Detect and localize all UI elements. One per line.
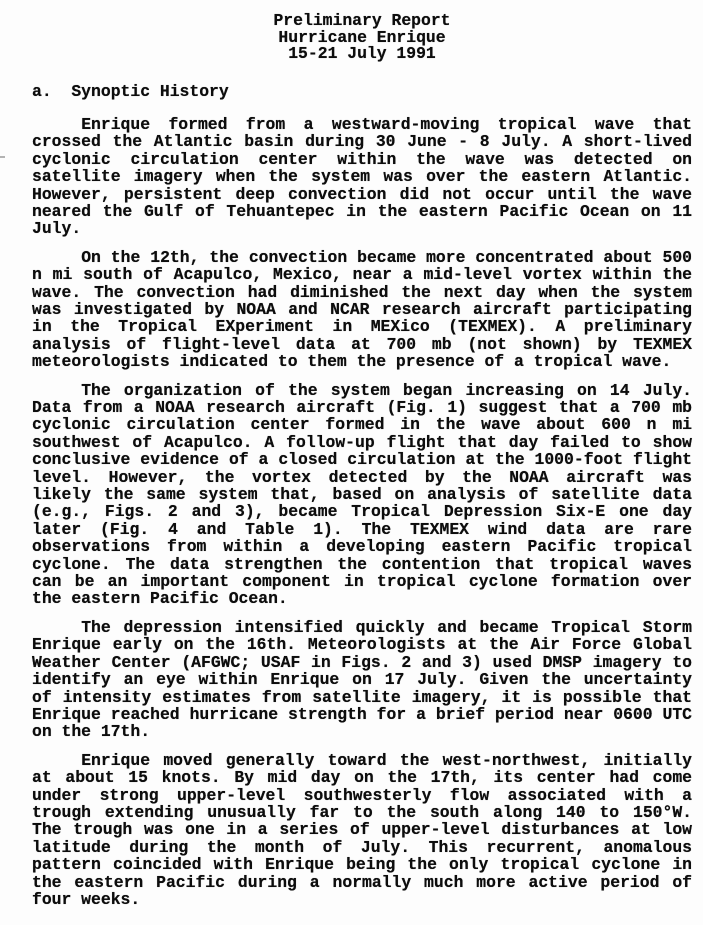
text-line: wave. The convection had diminished the next day when the system xyxy=(32,282,692,302)
document-body xyxy=(32,116,692,908)
text-line: cyclone. The data strengthen the contention that tropical waves xyxy=(32,554,692,574)
text-line: trough extending unusually far to the south along 140 to 150°W. xyxy=(32,802,692,822)
text-line: four weeks. xyxy=(32,889,141,909)
text-line: analysis of flight-level data at 700 mb (not shown) by TEXMEX xyxy=(32,334,692,354)
text-line: the eastern Pacific during a normally much more active period of xyxy=(32,872,692,892)
text-line: Data from a NOAA research aircraft (Fig. 1) suggest that a 700 mb xyxy=(32,398,692,417)
text-line: satellite imagery when the system was over the eastern Atlantic. xyxy=(32,167,692,187)
text-line: at about 15 knots. By mid day on the 17th, its center had come xyxy=(32,768,692,788)
text-line: identify an eye within Enrique on 17 July. Given the uncertainty xyxy=(32,670,692,690)
text-line: pattern coincided with Enrique being the only tropical cyclone in xyxy=(32,855,692,875)
text-line: meteorologists indicated to them the presence of a tropical wave. xyxy=(32,352,672,372)
text-line: was investigated by NOAA and NCAR research aircraft participating xyxy=(32,299,692,319)
text-line: n mi south of Acapulco, Mexico, near a mid-level vortex within the xyxy=(32,265,692,285)
title-line: 15-21 July 1991 xyxy=(288,44,436,63)
text-line: likely the same system that, based on analysis of satellite data xyxy=(32,485,692,505)
text-line: level. However, the vortex detected by the NOAA aircraft was xyxy=(32,467,692,487)
text-line: cyclonic circulation center formed in the wave about 600 n mi xyxy=(32,415,692,435)
text-line: The trough was one in a series of upper-level disturbances at low xyxy=(32,820,692,840)
text-line: The depression intensified quickly and became Tropical Storm xyxy=(81,617,692,637)
title-line: Preliminary Report xyxy=(273,11,451,30)
document xyxy=(32,13,692,908)
section-heading: a. Synoptic History xyxy=(32,81,229,101)
text-line: However, persistent deep convection did not occur until the wave xyxy=(32,184,692,204)
text-line: southwest of Acapulco. A follow-up flight that day failed to show xyxy=(32,432,692,452)
text-line: on the 17th. xyxy=(32,722,151,742)
report-title xyxy=(32,13,692,63)
text-line: Enrique reached hurricane strength for a brief period near 0600 UTC xyxy=(32,704,692,724)
paragraph xyxy=(32,249,692,371)
text-line: the eastern Pacific Ocean. xyxy=(32,589,288,609)
text-line: cyclonic circulation center within the wave was detected on xyxy=(32,149,692,169)
text-line: neared the Gulf of Tehuantepec in the eastern Pacific Ocean on 11 xyxy=(32,201,692,221)
text-line: (e.g., Figs. 2 and 3), became Tropical Depression Six-E one day xyxy=(32,502,692,522)
scan-artifact xyxy=(0,156,5,158)
text-line: observations from within a developing eastern Pacific tropical xyxy=(32,537,692,557)
text-line: conclusive evidence of a closed circulation at the 1000-foot flight xyxy=(32,450,692,470)
title-line: Hurricane Enrique xyxy=(278,27,446,47)
text-line: can be an important component in tropical cyclone formation over xyxy=(32,572,692,592)
paragraph xyxy=(32,619,692,741)
text-line: under strong upper-level southwesterly flow associated with a xyxy=(32,785,692,805)
text-line: July. xyxy=(32,219,82,239)
paragraph xyxy=(32,382,692,608)
text-line: crossed the Atlantic basin during 30 June - 8 July. A short-lived xyxy=(32,132,692,152)
text-line: latitude during the month of July. This recurrent, anomalous xyxy=(32,837,692,857)
text-line: Enrique early on the 16th. Meteorologists at the Air Force Global xyxy=(32,635,692,655)
text-line: On the 12th, the convection became more concentrated about 500 xyxy=(81,247,692,267)
text-line: of intensity estimates from satellite imagery, it is possible that xyxy=(32,687,692,707)
text-line: The organization of the system began increasing on 14 July. xyxy=(81,380,692,400)
paragraph xyxy=(32,116,692,238)
text-line: Enrique formed from a westward-moving tropical wave that xyxy=(81,114,692,134)
text-line: Weather Center (AFGWC; USAF in Figs. 2 and 3) used DMSP imagery to xyxy=(32,652,692,672)
text-line: in the Tropical EXperiment in MEXico (TEXMEX). A preliminary xyxy=(32,317,692,337)
paragraph xyxy=(32,752,692,909)
text-line: later (Fig. 4 and Table 1). The TEXMEX wind data are rare xyxy=(32,519,692,539)
text-line: Enrique moved generally toward the west-northwest, initially xyxy=(81,750,692,770)
